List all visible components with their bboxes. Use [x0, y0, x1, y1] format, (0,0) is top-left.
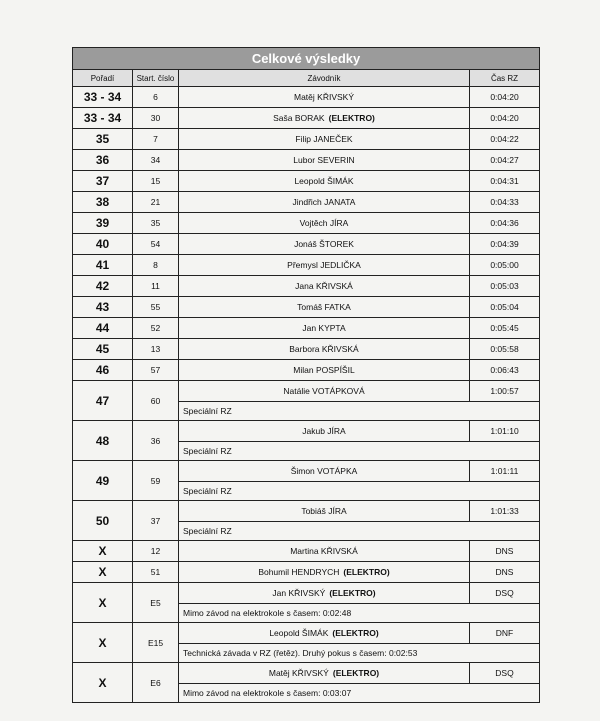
racer-cell: [179, 213, 470, 234]
start-number-cell: 51: [133, 562, 179, 583]
start-number-cell: 52: [133, 318, 179, 339]
time-cell: 0:05:04: [470, 297, 540, 318]
start-number-cell: 15: [133, 171, 179, 192]
start-number-cell: E15: [133, 623, 179, 663]
racer-cell: [179, 297, 470, 318]
racer-name: Tomáš FATKA: [297, 302, 351, 312]
racer-name: Přemysl JEDLIČKA: [287, 260, 361, 270]
results-table: [72, 47, 540, 703]
rank-cell: X: [73, 583, 133, 623]
start-number-cell: 60: [133, 381, 179, 421]
racer-name: Tobiáš JÍRA: [301, 506, 347, 516]
time-cell: 0:05:45: [470, 318, 540, 339]
racer-cell: [179, 192, 470, 213]
time-cell: 0:04:36: [470, 213, 540, 234]
header-time: Čas RZ: [470, 70, 540, 87]
racer-name: Martina KŘIVSKÁ: [290, 546, 358, 556]
results-sheet: [72, 47, 539, 703]
time-cell: DNS: [470, 541, 540, 562]
racer-cell: [179, 87, 470, 108]
rank-cell: 38: [73, 192, 133, 213]
racer-name: Jan KYPTA: [302, 323, 346, 333]
table-row: [73, 381, 540, 402]
time-cell: 0:04:39: [470, 234, 540, 255]
table-row: [73, 87, 540, 108]
racer-name: Jindřich JANATA: [292, 197, 356, 207]
table-row: [73, 339, 540, 360]
elektro-badge: (ELEKTRO): [329, 588, 376, 598]
rank-cell: 43: [73, 297, 133, 318]
racer-cell: [179, 562, 470, 583]
racer-cell: [179, 360, 470, 381]
racer-name: Matěj KŘIVSKÝ: [268, 668, 329, 678]
table-row: [73, 318, 540, 339]
start-number-cell: 37: [133, 501, 179, 541]
time-cell: 1:00:57: [470, 381, 540, 402]
start-number-cell: 12: [133, 541, 179, 562]
table-row: [73, 421, 540, 442]
racer-name: Jan KŘIVSKÝ: [272, 588, 326, 598]
table-row: [73, 360, 540, 381]
time-cell: 0:05:00: [470, 255, 540, 276]
table-row: [73, 108, 540, 129]
time-cell: 0:04:33: [470, 192, 540, 213]
table-row: [73, 541, 540, 562]
table-row: [73, 213, 540, 234]
header-rank: Pořadí: [73, 70, 133, 87]
table-row: [73, 583, 540, 604]
rank-cell: 45: [73, 339, 133, 360]
time-cell: 0:04:20: [470, 108, 540, 129]
rank-cell: X: [73, 663, 133, 703]
start-number-cell: E6: [133, 663, 179, 703]
rank-cell: 44: [73, 318, 133, 339]
racer-name: Matěj KŘIVSKÝ: [294, 92, 354, 102]
time-cell: DNS: [470, 562, 540, 583]
table-row: [73, 129, 540, 150]
table-row: [73, 297, 540, 318]
note-cell: Speciální RZ: [179, 442, 540, 461]
table-row: [73, 171, 540, 192]
rank-cell: 42: [73, 276, 133, 297]
rank-cell: 46: [73, 360, 133, 381]
racer-name: Filip JANEČEK: [295, 134, 353, 144]
table-row: [73, 276, 540, 297]
rank-cell: 49: [73, 461, 133, 501]
racer-cell: [179, 381, 470, 402]
elektro-badge: (ELEKTRO): [332, 668, 380, 678]
elektro-badge: (ELEKTRO): [332, 628, 379, 638]
rank-cell: 39: [73, 213, 133, 234]
racer-name: Vojtěch JÍRA: [299, 218, 349, 228]
racer-cell: [179, 339, 470, 360]
header-row: [73, 70, 540, 87]
time-cell: 0:05:58: [470, 339, 540, 360]
racer-cell: [179, 421, 470, 442]
racer-name: Šimon VOTÁPKA: [290, 466, 358, 476]
start-number-cell: 30: [133, 108, 179, 129]
table-row: [73, 562, 540, 583]
racer-cell: [179, 255, 470, 276]
note-cell: Speciální RZ: [179, 402, 540, 421]
racer-name: Lubor SEVERIN: [293, 155, 355, 165]
racer-name: Milan POSPÍŠIL: [293, 365, 355, 375]
start-number-cell: E5: [133, 583, 179, 623]
start-number-cell: 34: [133, 150, 179, 171]
start-number-cell: 55: [133, 297, 179, 318]
racer-name: Saša BORAK: [273, 113, 325, 123]
racer-cell: [179, 501, 470, 522]
racer-name: Bohumil HENDRYCH: [258, 567, 340, 577]
rank-cell: 47: [73, 381, 133, 421]
time-cell: 0:04:20: [470, 87, 540, 108]
racer-cell: [179, 129, 470, 150]
racer-cell: [179, 171, 470, 192]
start-number-cell: 59: [133, 461, 179, 501]
rank-cell: 33 - 34: [73, 108, 133, 129]
racer-cell: [179, 234, 470, 255]
rank-cell: 36: [73, 150, 133, 171]
note-cell: Mimo závod na elektrokole s časem: 0:02:48: [179, 604, 540, 623]
racer-cell: [179, 150, 470, 171]
racer-cell: [179, 461, 470, 482]
time-cell: 0:04:31: [470, 171, 540, 192]
start-number-cell: 7: [133, 129, 179, 150]
time-cell: DNF: [470, 623, 540, 644]
start-number-cell: 8: [133, 255, 179, 276]
note-cell: Speciální RZ: [179, 522, 540, 541]
rank-cell: 41: [73, 255, 133, 276]
table-row: [73, 623, 540, 644]
time-cell: DSQ: [470, 663, 540, 684]
table-row: [73, 461, 540, 482]
start-number-cell: 11: [133, 276, 179, 297]
table-row: [73, 192, 540, 213]
rank-cell: X: [73, 623, 133, 663]
table-row: [73, 234, 540, 255]
time-cell: 0:04:22: [470, 129, 540, 150]
time-cell: 1:01:10: [470, 421, 540, 442]
header-racer: Závodník: [179, 70, 470, 87]
rank-cell: X: [73, 541, 133, 562]
rank-cell: 50: [73, 501, 133, 541]
racer-name: Jonáš ŠTOREK: [294, 239, 354, 249]
start-number-cell: 21: [133, 192, 179, 213]
elektro-badge: (ELEKTRO): [343, 567, 390, 577]
note-cell: Technická závada v RZ (řetěz). Druhý pokus s časem: 0:02:53: [179, 644, 540, 663]
racer-name: Jakub JÍRA: [302, 426, 346, 436]
rank-cell: 40: [73, 234, 133, 255]
rank-cell: X: [73, 562, 133, 583]
racer-cell: [179, 663, 470, 684]
time-cell: 0:05:03: [470, 276, 540, 297]
racer-name: Jana KŘIVSKÁ: [295, 281, 353, 291]
title-row: [73, 48, 540, 70]
start-number-cell: 35: [133, 213, 179, 234]
start-number-cell: 57: [133, 360, 179, 381]
time-cell: 0:04:27: [470, 150, 540, 171]
racer-name: Natálie VOTÁPKOVÁ: [283, 386, 365, 396]
start-number-cell: 13: [133, 339, 179, 360]
racer-cell: [179, 276, 470, 297]
rank-cell: 33 - 34: [73, 87, 133, 108]
time-cell: 1:01:11: [470, 461, 540, 482]
note-cell: Mimo závod na elektrokole s časem: 0:03:07: [179, 684, 540, 703]
table-row: [73, 255, 540, 276]
rank-cell: 48: [73, 421, 133, 461]
racer-cell: [179, 583, 470, 604]
racer-name: Leopold ŠIMÁK: [269, 628, 329, 638]
racer-cell: [179, 108, 470, 129]
racer-cell: [179, 541, 470, 562]
time-cell: DSQ: [470, 583, 540, 604]
rank-cell: 37: [73, 171, 133, 192]
start-number-cell: 6: [133, 87, 179, 108]
table-row: [73, 501, 540, 522]
table-row: [73, 150, 540, 171]
racer-name: Leopold ŠIMÁK: [294, 176, 354, 186]
page-title: Celkové výsledky: [73, 48, 540, 70]
time-cell: 0:06:43: [470, 360, 540, 381]
header-start-number: Start. číslo: [133, 70, 179, 87]
time-cell: 1:01:33: [470, 501, 540, 522]
racer-name: Barbora KŘIVSKÁ: [289, 344, 359, 354]
elektro-badge: (ELEKTRO): [328, 113, 375, 123]
note-cell: Speciální RZ: [179, 482, 540, 501]
start-number-cell: 54: [133, 234, 179, 255]
racer-cell: [179, 318, 470, 339]
table-row: [73, 663, 540, 684]
rank-cell: 35: [73, 129, 133, 150]
racer-cell: [179, 623, 470, 644]
start-number-cell: 36: [133, 421, 179, 461]
